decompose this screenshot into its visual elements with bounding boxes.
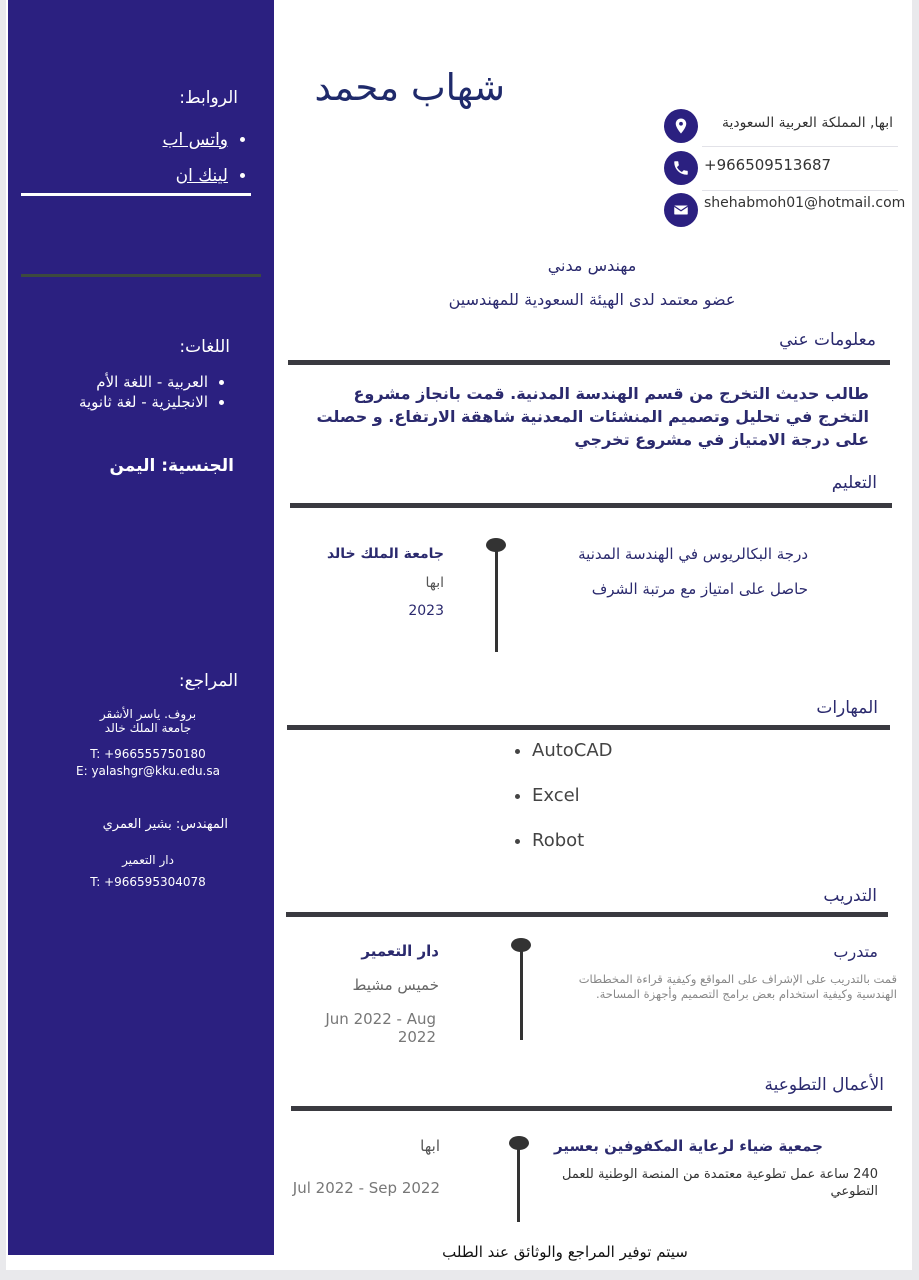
nationality: الجنسية: اليمن [109,456,234,476]
languages-title: اللغات: [179,337,230,357]
volunteer-description: 240 ساعة عمل تطوعية معتمدة من المنصة الوطنية للعمل التطوعي [561,1167,878,1199]
skills-title: المهارات [816,698,878,718]
training-city: خميس مشيط [352,976,439,994]
job-title: مهندس مدني [547,256,637,275]
training-company: دار التعمير [361,942,439,960]
whatsapp-link[interactable]: واتس اب [162,130,228,150]
volunteer-period: Jul 2022 - Sep 2022 [292,1179,440,1197]
skills-rule [287,725,890,730]
sidebar-divider-2 [21,274,261,277]
location-pin-icon [664,109,698,143]
timeline-line [495,550,498,652]
membership: عضو معتمد لدى الهيئة السعودية للمهندسين [448,290,736,309]
languages-list [28,372,232,412]
training-rule [286,912,888,917]
email-text: shehabmoh01@hotmail.com [704,195,906,211]
volunteer-rule [291,1106,892,1111]
ref2-name: المهندس: بشير العمري [102,817,228,832]
education-honors: حاصل على امتياز مع مرتبة الشرف [591,580,808,598]
sidebar [8,0,274,1255]
location-text: ابها, المملكة العربية السعودية [721,115,893,131]
education-degree: درجة البكالريوس في الهندسة المدنية [578,545,808,563]
ref1-email: E: yalashgr@kku.edu.sa [76,764,220,778]
linkedin-link[interactable]: لينك ان [175,166,228,186]
contact-divider [702,190,898,191]
education-school: جامعة الملك خالد [326,546,444,562]
links-title: الروابط: [179,88,238,108]
footer-note: سيتم توفير المراجع والوثائق عند الطلب [442,1243,688,1261]
link-item-whatsapp[interactable] [28,122,228,158]
phone-icon [664,151,698,185]
training-title: التدريب [823,886,877,906]
reference-2-contact [48,849,248,893]
training-role: متدرب [833,942,878,961]
skill-item: • Excel [532,785,732,806]
education-year: 2023 [408,603,444,619]
ref1-phone: T: +966555750180 [90,747,206,761]
education-rule [290,503,892,508]
about-rule [288,360,890,365]
contact-divider [702,146,898,147]
skill-item: • AutoCAD [532,740,732,761]
ref1-org: جامعة الملك خالد [104,721,192,735]
timeline-line [517,1148,520,1222]
links-list [28,122,252,194]
timeline-line [520,950,523,1040]
ref2-org: دار التعمير [122,853,174,867]
training-period: Jun 2022 - Aug 2022 [325,1010,436,1046]
candidate-name: شهاب محمد [314,66,505,109]
references-title: المراجع: [178,671,238,691]
about-title: معلومات عني [779,330,876,350]
mail-icon [664,193,698,227]
volunteer-city: ابها [420,1137,440,1155]
reference-1-contact [48,746,248,780]
education-title: التعليم [831,473,877,493]
phone-text: +966509513687 [704,156,832,174]
ref2-phone: T: +966595304078 [90,875,206,889]
language-item: • الانجليزية - لغة ثانوية [28,392,208,412]
about-text: طالب حديث التخرج من قسم الهندسة المدنية. قمت بانجاز مشروع التخرج في تحليل وتصميم المنشئات المعدنية شاهقة الارتفاع. و حصلت على درجة الامتياز في مشروع تخرجي [316,384,869,449]
education-city: ابها [425,575,444,591]
volunteer-org: جمعية ضياء لرعاية المكفوفين بعسير [554,1137,823,1155]
volunteer-title: الأعمال التطوعية [764,1075,884,1095]
skills-list [532,740,732,875]
reference-1 [48,707,248,735]
link-item-linkedin[interactable] [28,158,228,194]
training-description: قمت بالتدريب على الإشراف على المواقع وكيفية قراءة المخططات الهندسية وكيفية استخدام بعض برامج التصميم وأجهزة المساحة. [578,972,897,1001]
sidebar-divider-1 [21,193,251,196]
skill-item: • Robot [532,830,732,851]
language-item: • العربية - اللغة الأم [28,372,208,392]
ref1-name: بروف. ياسر الأشقر [99,707,197,721]
